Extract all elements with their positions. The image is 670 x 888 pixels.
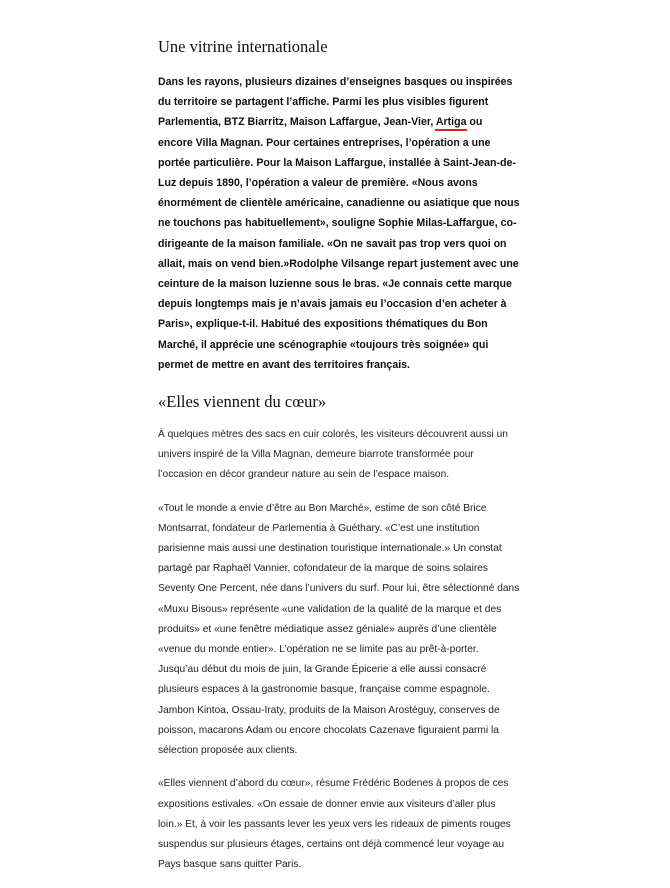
section-heading-coeur: «Elles viennent du cœur» bbox=[158, 392, 327, 412]
intro-text-start: Dans les rayons, plusieurs dizaines d’enseignes basques ou inspirées du territoire se partagent l’affiche. Parmi les plus visibles figurent Parlementia, BTZ Biarritz, Maison Laffargue, Jean-Vier, bbox=[158, 76, 513, 129]
body-paragraph-2: «Tout le monde a envie d’être au Bon Marché», estime de son côté Brice Montsarrat, fondateur de Parlementia à Guéthary. «C’est une institution parisienne mais aussi une destination touristique internationale.» Un constat partagé par Raphaël Vannier, cofondateur de la marque de soins solaires Seventy One Percent, née dans l’univers du surf. Pour lui, être sélectionné dans «Muxu Bisous» représente «une validation de la qualité de la marque et des produits» et «une fenêtre médiatique assez géniale» auprès d’une clientèle «venue du monde entier». L’opération ne se limite pas au prêt-à-porter. Jusqu’au début du mois de juin, la Grande Épicerie a elle aussi consacré plusieurs espaces à la gastronomie basque, française comme espagnole. Jambon Kintoa, Ossau-Iraty, produits de la Maison Arostéguy, conserves de poisson, macarons Adam ou encore chocolats Cazenave figuraient parmi la sélection proposée aux clients. bbox=[158, 502, 520, 757]
section-heading-vitrine: Une vitrine internationale bbox=[158, 37, 328, 56]
artiga-link[interactable]: Artiga bbox=[435, 116, 467, 129]
article bbox=[158, 36, 520, 888]
intro-text-end: ou encore Villa Magnan. Pour certaines entreprises, l’opération a une portée particulière. Pour la Maison Laffargue, installée à Saint-Jean-de-Luz depuis 1890, l’opération a valeur de première. «Nous avons énormément de clientèle américaine, canadienne ou asiatique que nous ne touchons pas habituellement», souligne Sophie Milas-Laffargue, co-dirigeante de la maison familiale. «On ne savait pas trop vers quoi on allait, mais on vend bien.»Rodolphe Vilsange repart justement avec une ceinture de la maison luzienne sous le bras. «Je connais cette marque depuis longtemps mais je n’avais jamais eu l’occasion d’en acheter à Paris», explique-t-il. Habitué des expositions thématiques du Bon Marché, il apprécie une scénographie «toujours très soignée» qui permet de mettre en avant des territoires français. bbox=[158, 116, 520, 371]
body-paragraph-3: «Elles viennent d’abord du cœur», résume Frédéric Bodenes à propos de ces expositions estivales. «On essaie de donner envie aux visiteurs d’aller plus loin.» Et, à voir les passants lever les yeux vers les rideaux de piments rouges suspendus sur plusieurs étages, certains ont déjà commencé leur voyage au Pays basque sans quitter Paris. bbox=[158, 778, 511, 871]
intro-paragraph bbox=[158, 72, 520, 375]
body-paragraph-1: À quelques mètres des sacs en cuir colorés, les visiteurs découvrent aussi un univers inspiré de la Villa Magnan, demeure biarrote transformée pour l’occasion en décor grandeur nature au sein de l’espace maison. bbox=[158, 429, 508, 481]
